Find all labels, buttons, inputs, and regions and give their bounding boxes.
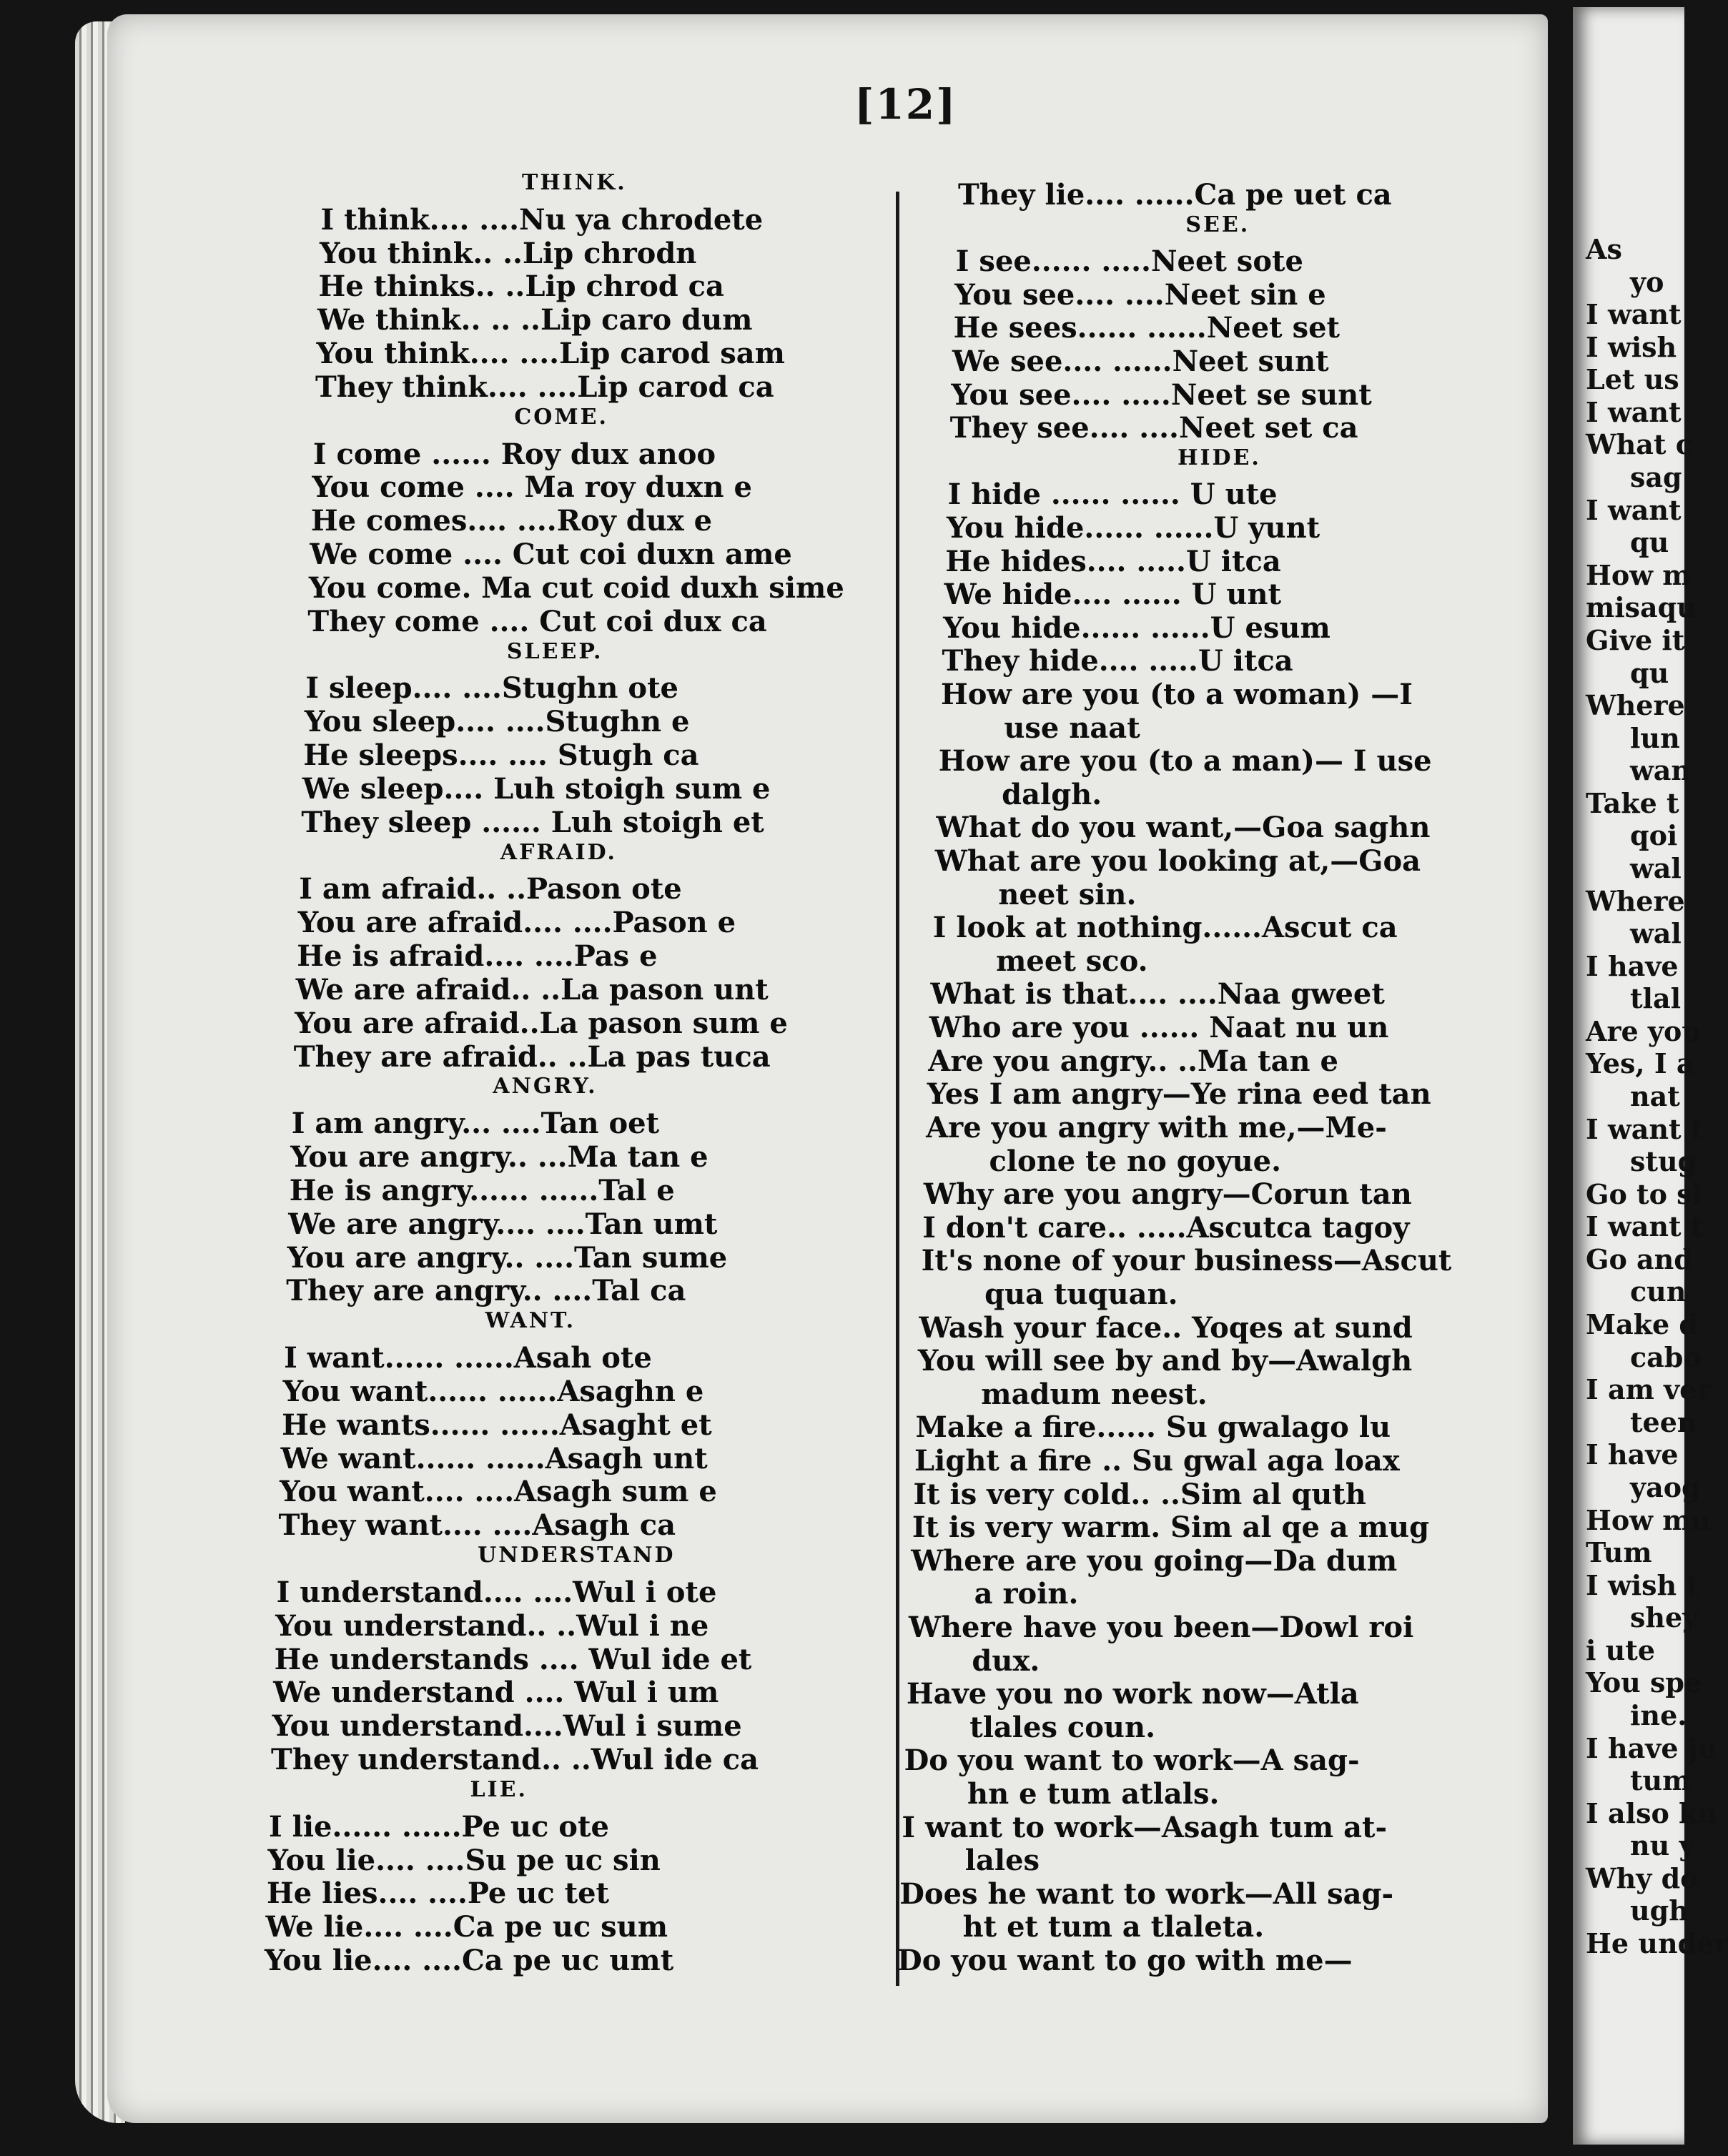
vocabulary-entry: What are you looking at,—Goa <box>934 844 1421 879</box>
vocabulary-entry: It's none of your business—Ascut <box>921 1244 1452 1278</box>
vocabulary-entry: madum neest. <box>981 1377 1208 1411</box>
vocabulary-entry: meet sco. <box>996 944 1148 978</box>
section-heading: AFRAID. <box>500 839 618 865</box>
section-heading: COME. <box>514 404 608 430</box>
vocabulary-entry: I want...... ......Asah ote <box>284 1341 652 1375</box>
next-page-fragment: I want t <box>1586 1112 1704 1145</box>
next-page-fragment: Let us <box>1586 363 1679 396</box>
vocabulary-entry: They hide.... .....U itca <box>942 644 1293 678</box>
vocabulary-entry: How are you (to a woman) —I <box>940 678 1413 712</box>
vocabulary-entry: They sleep ...... Luh stoigh et <box>301 805 764 839</box>
next-page-fragment: Yes, I a <box>1586 1047 1694 1080</box>
vocabulary-entry: They come .... Cut coi dux ca <box>307 604 767 638</box>
vocabulary-entry: You want.... ....Asagh sum e <box>280 1475 717 1509</box>
next-page-fragment: I wish t <box>1586 1568 1699 1601</box>
next-page-fragment: i ute <box>1586 1633 1656 1666</box>
next-page-fragment: What c <box>1586 428 1692 461</box>
next-page-fragment: cun <box>1630 1275 1687 1308</box>
next-page-fragment: Go to sl <box>1586 1177 1702 1210</box>
next-page-fragment: I want <box>1586 395 1682 428</box>
vocabulary-entry: They understand.. ..Wul ide ca <box>271 1743 759 1777</box>
vocabulary-entry: You think.... ....Lip carod sam <box>316 337 785 371</box>
vocabulary-entry: You understand.. ..Wul i ne <box>275 1608 709 1643</box>
vocabulary-entry: You hide...... ......U yunt <box>946 511 1320 545</box>
vocabulary-entry: use naat <box>1004 711 1140 745</box>
vocabulary-entry: He hides.... .....U itca <box>945 544 1281 578</box>
next-page-fragment: Where <box>1586 689 1685 722</box>
next-page-fragment: Make d <box>1586 1308 1698 1341</box>
vocabulary-entry: It is very cold.. ..Sim al quth <box>913 1477 1366 1511</box>
vocabulary-entry: I am afraid.. ..Pason ote <box>299 872 682 906</box>
vocabulary-entry: Are you angry.. ..Ma tan e <box>928 1044 1339 1078</box>
next-page-fragment: stug <box>1630 1145 1697 1178</box>
section-heading: LIE. <box>470 1776 528 1802</box>
vocabulary-entry: I look at nothing......Ascut ca <box>932 911 1398 945</box>
next-page-fragment: Give it <box>1586 623 1685 656</box>
vocabulary-entry: We understand .... Wul i um <box>273 1676 719 1710</box>
vocabulary-entry: I understand.... ....Wul i ote <box>276 1575 717 1609</box>
vocabulary-entry: You see.... .....Neet se sunt <box>951 377 1372 412</box>
vocabulary-entry: We are afraid.. ..La pason unt <box>295 972 769 1007</box>
vocabulary-entry: a roin. <box>974 1577 1079 1611</box>
next-page-fragment: I want t <box>1586 1210 1704 1243</box>
vocabulary-entry: You come. Ma cut coid duxh sime <box>308 570 844 605</box>
next-page-fragment: I wish <box>1586 330 1677 363</box>
vocabulary-entry: neet sin. <box>998 877 1137 911</box>
next-page-fragment: ine. <box>1630 1698 1687 1731</box>
vocabulary-entry: What is that.... ....Naa gweet <box>930 977 1385 1012</box>
next-page-fragment: qoi <box>1630 819 1678 852</box>
vocabulary-entry: You come .... Ma roy duxn e <box>312 470 752 505</box>
vocabulary-entry: He wants...... ......Asaght et <box>282 1408 712 1442</box>
next-page-fragment: tum <box>1630 1764 1692 1797</box>
next-page-fragment: cabo <box>1630 1340 1702 1373</box>
next-page-fragment: Tum <box>1586 1536 1652 1569</box>
vocabulary-entry: You are angry.. ....Tan sume <box>287 1240 728 1275</box>
next-page-fragment: I also kn <box>1586 1796 1717 1829</box>
next-page-fragment: Go and <box>1586 1242 1693 1275</box>
vocabulary-entry: lales <box>964 1844 1040 1878</box>
vocabulary-entry: Do you want to work—A sag- <box>904 1744 1360 1778</box>
vocabulary-entry: Make a fire...... Su gwalago lu <box>915 1410 1391 1445</box>
vocabulary-entry: They are angry.. ....Tal ca <box>286 1274 686 1308</box>
vocabulary-entry: It is very warm. Sim al qe a mug <box>912 1510 1430 1545</box>
vocabulary-entry: They lie.... ......Ca pe uet ca <box>958 178 1392 212</box>
vocabulary-entry: They think.... ....Lip carod ca <box>315 370 774 404</box>
vocabulary-entry: I don't care.. .....Ascutca tagoy <box>922 1210 1410 1245</box>
next-page-fragment: You spe <box>1586 1666 1702 1699</box>
vocabulary-entry: Wash your face.. Yoqes at sund <box>919 1310 1413 1345</box>
next-page-fragment: misaqu <box>1586 591 1697 624</box>
page-number: [12] <box>854 80 957 129</box>
vocabulary-entry: You hide...... ......U esum <box>943 610 1330 645</box>
next-page-fragment: wan <box>1630 754 1691 787</box>
vocabulary-entry: You see.... ....Neet sin e <box>954 277 1326 312</box>
vocabulary-entry: I want to work—Asagh tum at- <box>902 1810 1388 1844</box>
next-page-strip <box>1573 7 1728 2145</box>
vocabulary-entry: Yes I am angry—Ye rina eed tan <box>927 1077 1431 1112</box>
vocabulary-entry: He sleeps.... .... Stugh ca <box>303 738 699 773</box>
next-page-fragment: wal <box>1630 917 1682 950</box>
next-page-fragment: Why do <box>1586 1861 1699 1894</box>
next-page-fragment: qu <box>1630 656 1669 689</box>
section-heading: SLEEP. <box>506 638 603 664</box>
vocabulary-entry: He comes.... ....Roy dux e <box>310 504 713 538</box>
vocabulary-entry: We come .... Cut coi duxn ame <box>310 538 792 572</box>
vocabulary-entry: ht et tum a tlaleta. <box>962 1910 1265 1944</box>
vocabulary-entry: We lie.... ....Ca pe uc sum <box>265 1910 668 1944</box>
vocabulary-entry: He understands .... Wul ide et <box>274 1642 752 1676</box>
vocabulary-entry: You think.. ..Lip chrodn <box>319 236 697 270</box>
vocabulary-entry: I think.... ....Nu ya chrodete <box>320 202 764 237</box>
vocabulary-entry: Why are you angry—Corun tan <box>923 1177 1412 1212</box>
next-page-fragment: nat <box>1630 1080 1680 1112</box>
vocabulary-entry: I am angry... ....Tan oet <box>291 1107 660 1141</box>
vocabulary-entry: You understand....Wul i sume <box>272 1709 742 1744</box>
vocabulary-entry: clone te no goyue. <box>989 1144 1282 1178</box>
next-page-fragment: qu <box>1630 526 1669 559</box>
vocabulary-entry: Light a fire .. Su gwal aga loax <box>914 1443 1400 1478</box>
vocabulary-entry: They see.... ....Neet set ca <box>949 411 1358 445</box>
vocabulary-entry: I come ...... Roy dux anoo <box>312 437 716 471</box>
section-heading: WANT. <box>485 1308 576 1334</box>
next-page-fragment: I want <box>1586 298 1682 331</box>
section-heading: SEE. <box>1185 212 1250 237</box>
vocabulary-entry: He is angry...... ......Tal e <box>289 1173 675 1207</box>
next-page-fragment: I have <box>1586 1438 1679 1471</box>
vocabulary-entry: We see.... ......Neet sunt <box>952 345 1329 379</box>
next-page-fragment: yo <box>1630 265 1664 298</box>
vocabulary-entry: tlales coun. <box>969 1710 1156 1744</box>
vocabulary-entry: We think.. .. ..Lip caro dum <box>317 303 753 337</box>
next-page-fragment: I have ju <box>1586 1731 1718 1764</box>
vocabulary-entry: You sleep.... ....Stughn e <box>304 705 690 739</box>
vocabulary-entry: Have you no work now—Atla <box>906 1677 1359 1711</box>
vocabulary-entry: We sleep.... Luh stoigh sum e <box>302 771 771 806</box>
vocabulary-entry: We hide.... ...... U unt <box>944 578 1282 612</box>
vocabulary-entry: Where have you been—Dowl roi <box>909 1610 1414 1644</box>
vocabulary-entry: You are afraid..La pason sum e <box>295 1006 788 1040</box>
next-page-fragment: Take t <box>1586 786 1679 819</box>
vocabulary-entry: I hide ...... ...... U ute <box>947 478 1278 512</box>
vocabulary-entry: How are you (to a man)— I use <box>938 744 1432 778</box>
vocabulary-entry: You will see by and by—Awalgh <box>917 1344 1413 1378</box>
vocabulary-entry: You lie.... ....Ca pe uc umt <box>265 1944 674 1977</box>
vocabulary-entry: hn e tum atlals. <box>967 1776 1220 1811</box>
next-page-fragment: How mu <box>1586 1503 1712 1536</box>
next-page-fragment: He under <box>1586 1927 1728 1959</box>
vocabulary-entry: He sees...... ......Neet set <box>953 311 1341 345</box>
next-page-fragment: nu y <box>1630 1829 1695 1862</box>
column-divider <box>896 192 899 1986</box>
next-page-fragment: ugh <box>1630 1894 1689 1927</box>
vocabulary-entry: Are you angry with me,—Me- <box>926 1110 1387 1144</box>
next-page-fragment: Are you <box>1586 1014 1702 1047</box>
next-page-fragment: Where <box>1586 884 1685 917</box>
vocabulary-entry: You are angry.. ...Ma tan e <box>290 1140 709 1175</box>
vocabulary-entry: dalgh. <box>1002 777 1102 811</box>
vocabulary-entry: You lie.... ....Su pe uc sin <box>267 1843 661 1877</box>
vocabulary-entry: We are angry.... ....Tan umt <box>288 1207 718 1241</box>
next-page-fragment: I want <box>1586 493 1682 526</box>
vocabulary-entry: I see...... .....Neet sote <box>955 244 1303 279</box>
next-page-fragment: As <box>1586 233 1622 265</box>
vocabulary-entry: He lies.... ....Pe uc tet <box>267 1876 610 1911</box>
next-page-fragment: I am ver <box>1586 1373 1712 1406</box>
next-page-fragment: yaog <box>1630 1470 1701 1503</box>
next-page-fragment: How m <box>1586 558 1692 591</box>
next-page-fragment: teen <box>1630 1405 1697 1438</box>
section-heading: ANGRY. <box>493 1074 598 1099</box>
section-heading: THINK. <box>522 170 627 195</box>
vocabulary-entry: I lie...... ......Pe uc ote <box>269 1809 609 1844</box>
vocabulary-entry: He is afraid.... ....Pas e <box>297 939 658 974</box>
vocabulary-entry: qua tuquan. <box>984 1277 1178 1311</box>
vocabulary-entry: What do you want,—Goa saghn <box>936 811 1431 845</box>
vocabulary-entry: He thinks.. ..Lip chrod ca <box>318 270 724 304</box>
section-heading: HIDE. <box>1177 445 1261 470</box>
next-page-fragment: lun <box>1630 721 1680 754</box>
next-page-fragment: shey <box>1630 1601 1699 1634</box>
vocabulary-entry: I sleep.... ....Stughn ote <box>305 671 679 706</box>
vocabulary-entry: We want...... ......Asagh unt <box>280 1441 708 1475</box>
vocabulary-entry: You want...... ......Asaghn e <box>282 1374 704 1408</box>
vocabulary-entry: They want.... ....Asagh ca <box>278 1508 676 1543</box>
vocabulary-entry: Who are you ...... Naat nu un <box>929 1011 1389 1045</box>
next-page-fragment: wal <box>1630 851 1682 884</box>
section-heading: UNDERSTAND <box>478 1543 676 1568</box>
vocabulary-entry: Do you want to go with me— <box>897 1944 1353 1977</box>
next-page-fragment: I have <box>1586 949 1679 982</box>
next-page-fragment: tlal <box>1630 982 1682 1015</box>
vocabulary-entry: They are afraid.. ..La pas tuca <box>293 1039 771 1074</box>
vocabulary-entry: You are afraid.... ....Pason e <box>297 906 736 940</box>
vocabulary-entry: dux. <box>972 1643 1040 1678</box>
vocabulary-entry: Where are you going—Da dum <box>911 1543 1398 1578</box>
vocabulary-entry: Does he want to work—All sag- <box>899 1876 1394 1911</box>
next-page-fragment: sag <box>1630 461 1682 494</box>
